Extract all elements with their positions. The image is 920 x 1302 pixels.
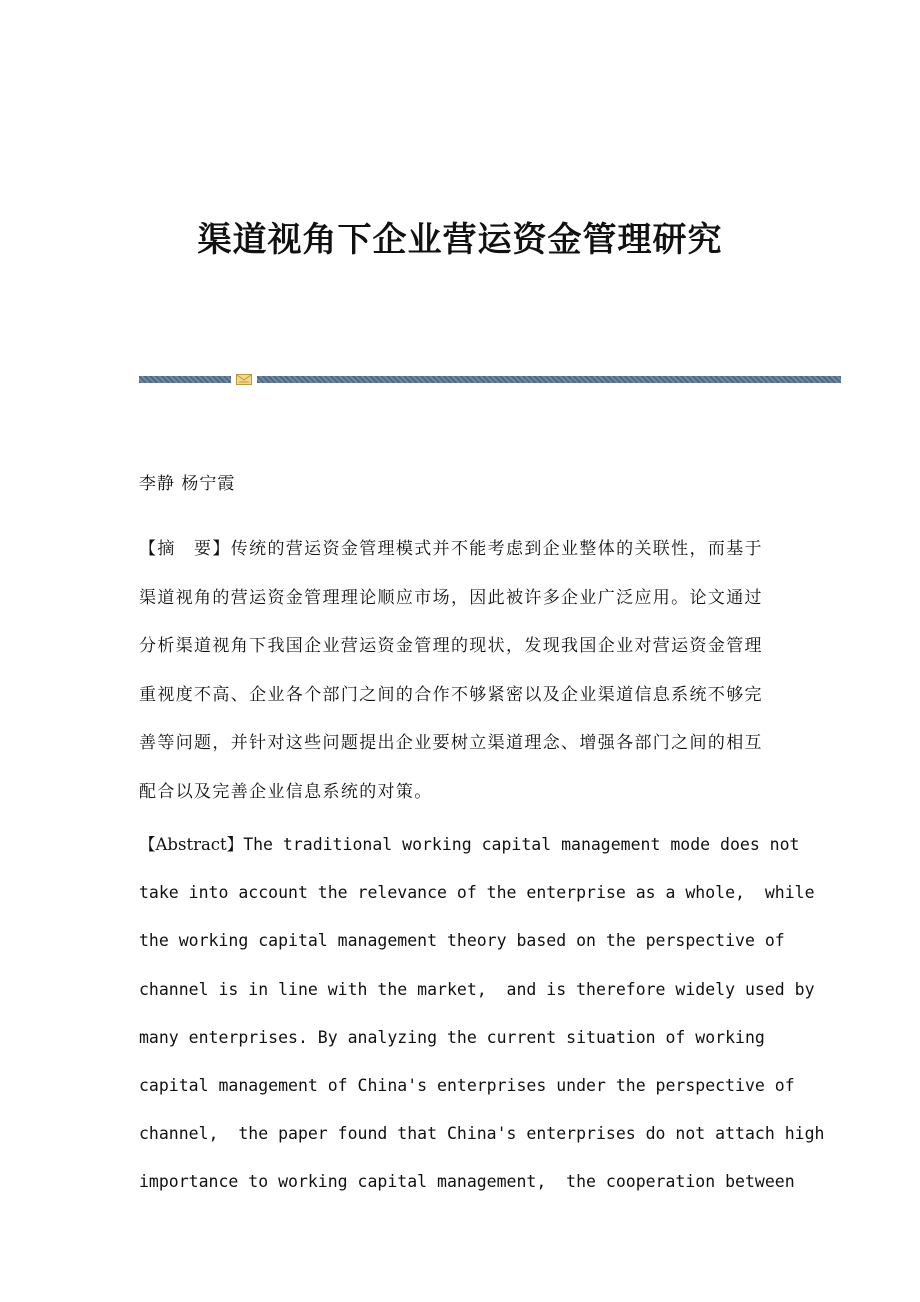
abstract-chinese <box>139 525 779 816</box>
document-title: 渠道视角下企业营运资金管理研究 <box>197 220 723 260</box>
abstract-en-line: channel is in line with the market, and is therefore widely used by <box>139 979 815 999</box>
abstract-en-line: the working capital management theory based on the perspective of <box>139 931 785 951</box>
abstract-en-text: The traditional working capital management mode does not <box>243 835 800 854</box>
abstract-cn-line: 分析渠道视角下我国企业营运资金管理的现状，发现我国企业对营运资金管理 <box>139 636 763 656</box>
abstract-cn-line: 渠道视角的营运资金管理理论顺应市场，因此被许多企业广泛应用。论文通过 <box>139 587 763 608</box>
abstract-en-line: take into account the relevance of the enterprise as a whole, while <box>139 883 815 903</box>
title-divider <box>139 374 841 385</box>
abstract-cn-line: 配合以及完善企业信息系统的对策。 <box>139 781 433 802</box>
divider-bar-right <box>257 376 841 383</box>
abstract-en-line: importance to working capital management, the cooperation between <box>139 1172 795 1192</box>
authors: 李静 杨宁霞 <box>139 474 236 494</box>
abstract-en-line: many enterprises. By analyzing the current situation of working <box>139 1027 765 1047</box>
abstract-cn-text: 传统的营运资金管理模式并不能考虑到企业整体的关联性，而基于 <box>230 539 763 559</box>
divider-bar-left <box>139 376 231 383</box>
abstract-cn-line <box>139 525 779 574</box>
abstract-cn-label: 【摘 要】 <box>139 539 231 559</box>
abstract-en-line: capital management of China's enterprises under the perspective of <box>139 1076 795 1096</box>
ornament-icon <box>236 374 252 385</box>
abstract-english <box>139 821 825 1207</box>
abstract-cn-line: 重视度不高、企业各个部门之间的合作不够紧密以及企业渠道信息系统不够完 <box>139 684 763 705</box>
abstract-en-line: channel, the paper found that China's enterprises do not attach high <box>139 1124 825 1144</box>
abstract-cn-line: 善等问题，并针对这些问题提出企业要树立渠道理念、增强各部门之间的相互 <box>139 733 763 753</box>
abstract-en-label: 【Abstract】 <box>139 835 244 854</box>
abstract-en-line <box>139 821 800 869</box>
